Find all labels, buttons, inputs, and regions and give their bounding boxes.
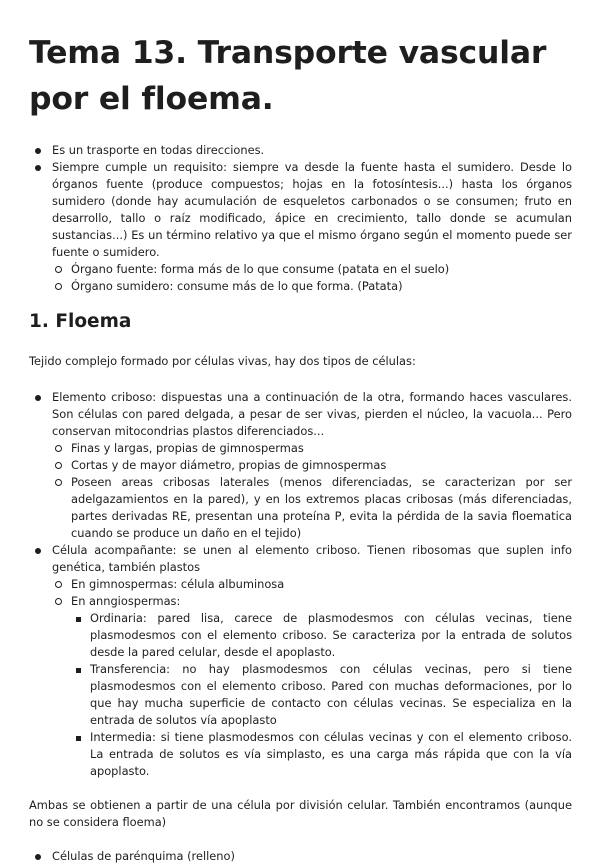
acompanante-sublist: [52, 576, 572, 780]
angio-sublist: [71, 610, 572, 780]
circle-bullet-icon: [55, 445, 62, 452]
list-item: Poseen areas cribosas laterales (menos diferenciadas, se caracterizan por ser adelgazamientos en la pared), y en los extremos placas cribosas (más diferenciadas, partes derivadas RE, presentan una proteína P, evita la pérdida de la savia floematica cuando se produce un daño en el tejido): [52, 474, 572, 542]
bullet-icon: [35, 548, 41, 554]
intro-sublist: [52, 261, 572, 295]
circle-bullet-icon: [55, 598, 62, 605]
list-item: Órgano fuente: forma más de lo que consume (patata en el suelo): [52, 261, 572, 278]
page-title: Tema 13. Transporte vascular por el floema.: [29, 35, 547, 117]
section-heading: 1. Floema: [29, 311, 132, 332]
bullet-icon: [35, 165, 41, 171]
elemento-sublist: [52, 440, 572, 542]
list-item: Finas y largas, propias de gimnospermas: [52, 440, 572, 457]
list-item: En anngiospermas: Ordinaria: pared lisa, carece de plasmodesmos con células vecinas, tiene plasmodesmos con el elemento criboso. Se caracteriza por la entrada de solutos desde la pared celular, desde el apoplasto. Transferencia: no hay plasmodesmos con células vecinas, pero si tiene plasmodesmos con el elemento criboso. Pared con muchas deformaciones, por lo que hay mucha superficie de contacto con células vecinas. Se especializa en la entrada de solutos vía apoplasto Intermedia: si tiene plasmodesmos con células vecinas y con el elemento criboso. La entrada de solutos es vía simplasto, es una carga más rápida que con la vía apoplasto.: [52, 593, 572, 780]
intro-list: [29, 142, 572, 295]
ambas-paragraph: Ambas se obtienen a partir de una célula por división celular. También encontramos (aunque no se considera floema): [29, 798, 572, 829]
list-item: Elemento criboso: dispuestas una a continuación de la otra, formando haces vasculares. Son células con pared delgada, a pesar de ser vivas, pierden el núcleo, la vacuola... Pero conservan mitocondrias plastos diferenciados... Finas y largas, propias de gimnospermas Cortas y de mayor diámetro, propias de gimnospermas Poseen areas cribosas laterales (menos diferenciadas, se caracterizan por ser adelgazamientos en la pared), y en los extremos placas cribosas (más diferenciadas, partes derivadas RE, presentan una proteína P, evita la pérdida de la savia floematica cuando se produce un daño en el tejido): [29, 389, 572, 542]
square-bullet-icon: [76, 617, 81, 622]
list-item: En gimnospermas: célula albuminosa: [52, 576, 572, 593]
bullet-icon: [35, 854, 41, 860]
final-list: [29, 848, 572, 865]
bullet-icon: [35, 395, 41, 401]
list-item: Órgano sumidero: consume más de lo que forma. (Patata): [52, 278, 572, 295]
bullet-icon: [35, 148, 41, 154]
list-item: Células de parénquima (relleno): [29, 848, 572, 865]
cell-types-list: [29, 389, 572, 780]
list-item: Ordinaria: pared lisa, carece de plasmodesmos con células vecinas, tiene plasmodesmos con el elemento criboso. Se caracteriza por la entrada de solutos desde la pared celular, desde el apoplasto.: [71, 610, 572, 661]
section-intro: Tejido complejo formado por células vivas, hay dos tipos de células:: [29, 354, 416, 368]
list-item: Es un trasporte en todas direcciones.: [29, 142, 572, 159]
list-item: Transferencia: no hay plasmodesmos con células vecinas, pero si tiene plasmodesmos con el elemento criboso. Pared con muchas deformaciones, por lo que hay mucha superficie de contacto con células vecinas. Se especializa en la entrada de solutos vía apoplasto: [71, 661, 572, 729]
circle-bullet-icon: [55, 581, 62, 588]
square-bullet-icon: [76, 736, 81, 741]
circle-bullet-icon: [55, 479, 62, 486]
circle-bullet-icon: [55, 283, 62, 290]
square-bullet-icon: [76, 668, 81, 673]
list-item: Cortas y de mayor diámetro, propias de gimnospermas: [52, 457, 572, 474]
list-item: Célula acompañante: se unen al elemento criboso. Tienen ribosomas que suplen info genética, también plastos En gimnospermas: célula albuminosa En anngiospermas: Ordinaria: pared lisa, carece de plasmodesmos con células vecinas, tiene plasmodesmos con el elemento criboso. Se caracteriza por la entrada de solutos desde la pared celular, desde el apoplasto. Transferencia: no hay plasmodesmos con células vecinas, pero si tiene plasmodesmos con el elemento criboso. Pared con muchas deformaciones, por lo que hay mucha superficie de contacto con células vecinas. Se especializa en la entrada de solutos vía apoplasto Intermedia: si tiene plasmodesmos con células vecinas y con el elemento criboso. La entrada de solutos es vía simplasto, es una carga más rápida que con la vía apoplasto.: [29, 542, 572, 780]
list-item: Intermedia: si tiene plasmodesmos con células vecinas y con el elemento criboso. La entrada de solutos es vía simplasto, es una carga más rápida que con la vía apoplasto.: [71, 729, 572, 780]
list-item: Siempre cumple un requisito: siempre va desde la fuente hasta el sumidero. Desde lo órganos fuente (produce compuestos; hojas en la fotosíntesis...) hasta los órganos sumidero (donde hay acumulación de esqueletos carbonados o se consumen; fruto en desarrollo, tallo o raíz modificado, ápice en crecimiento, tallo donde se acumulan sustancias...) Es un término relativo ya que el mismo órgano según el momento puede ser fuente o sumidero. Órgano fuente: forma más de lo que consume (patata en el suelo) Órgano sumidero: consume más de lo que forma. (Patata): [29, 159, 572, 295]
circle-bullet-icon: [55, 462, 62, 469]
circle-bullet-icon: [55, 266, 62, 273]
